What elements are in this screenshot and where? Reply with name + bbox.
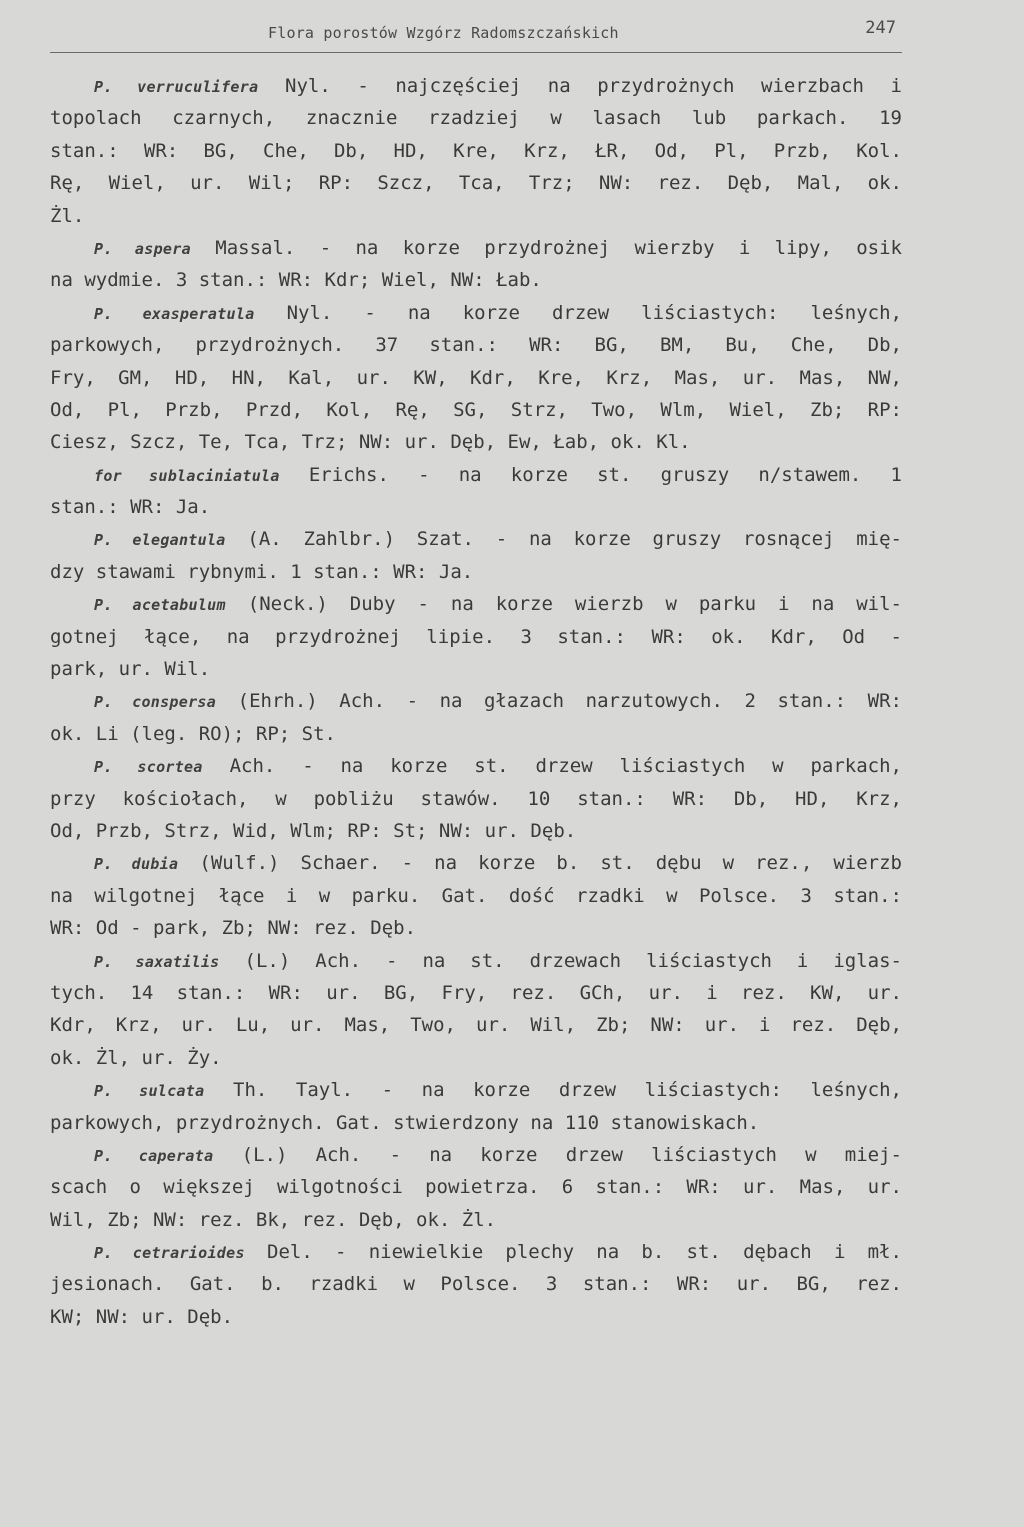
text-line	[50, 200, 902, 232]
text-line	[50, 685, 902, 717]
text-line	[50, 912, 902, 944]
line-text: (Wulf.) Schaer. - na korze b. st. dębu w rez., wierzb	[199, 852, 902, 875]
line-text: na wilgotnej łące i w parku. Gat. dość rzadki w Polsce. 3 stan.:	[50, 884, 902, 907]
text-line	[50, 718, 902, 750]
taxon-name: P. conspersa	[94, 693, 217, 712]
text-line	[50, 1268, 902, 1300]
text-line	[50, 459, 902, 491]
line-text: (Neck.) Duby - na korze wierzb w parku i na wil-	[247, 593, 902, 616]
line-text: Wil, Zb; NW: rez. Bk, rez. Dęb, ok. Żl.	[50, 1208, 497, 1231]
text-line	[50, 1301, 902, 1333]
line-text: ok. Żl, ur. Ży.	[50, 1046, 222, 1069]
line-text: Nyl. - najczęściej na przydrożnych wierzbach i	[285, 75, 902, 97]
line-text: Rę, Wiel, ur. Wil; RP: Szcz, Tca, Trz; NW: rez. Dęb, Mal, ok.	[50, 172, 902, 195]
line-text: Del. - niewielkie plechy na b. st. dębach i mł.	[267, 1241, 902, 1264]
text-line	[50, 1074, 902, 1106]
text-line	[50, 264, 902, 296]
species-entry	[50, 588, 902, 685]
text-line	[50, 1171, 902, 1203]
line-text: KW; NW: ur. Dęb.	[50, 1305, 234, 1328]
text-line	[50, 1236, 902, 1268]
line-text: Od, Przb, Strz, Wid, Wlm; RP: St; NW: ur. Dęb.	[50, 819, 577, 842]
line-text: gotnej łące, na przydrożnej lipie. 3 stan.: WR: ok. Kdr, Od -	[50, 625, 902, 648]
line-text: Ach. - na korze st. drzew liściastych w parkach,	[229, 755, 902, 778]
text-line	[50, 556, 902, 588]
text-line	[50, 977, 902, 1009]
line-text: Fry, GM, HD, HN, Kal, ur. KW, Kdr, Kre, Krz, Mas, ur. Mas, NW,	[50, 366, 902, 389]
line-text: (Ehrh.) Ach. - na głazach narzutowych. 2 stan.: WR:	[237, 690, 902, 713]
species-entry	[50, 523, 902, 588]
species-entry	[50, 297, 902, 459]
text-line	[50, 880, 902, 912]
line-text: Od, Pl, Przb, Przd, Kol, Rę, SG, Strz, Two, Wlm, Wiel, Zb; RP:	[50, 398, 902, 421]
line-text: Th. Tayl. - na korze drzew liściastych: leśnych,	[233, 1079, 902, 1102]
text-line	[50, 588, 902, 620]
text-line	[50, 783, 902, 815]
text-line	[50, 1042, 902, 1074]
text-line	[50, 426, 902, 458]
taxon-name: P. aspera	[94, 239, 191, 258]
text-line	[50, 70, 902, 102]
species-entry	[50, 232, 902, 297]
text-line	[50, 297, 902, 329]
body-text	[50, 70, 902, 1333]
line-text: Massal. - na korze przydrożnej wierzby i lipy, osik	[215, 236, 902, 259]
text-line	[50, 523, 902, 555]
taxon-name: P. elegantula	[94, 531, 226, 550]
running-header	[50, 18, 902, 53]
text-line	[50, 232, 902, 264]
text-line	[50, 847, 902, 879]
text-line	[50, 102, 902, 134]
text-line	[50, 329, 902, 361]
taxon-name: P. cetrarioides	[94, 1244, 245, 1263]
text-line	[50, 1107, 902, 1139]
line-text: scach o większej wilgotności powietrza. 6 stan.: WR: ur. Mas, ur.	[50, 1176, 902, 1199]
taxon-name: P. verruculifera	[94, 78, 259, 96]
species-entry	[50, 685, 902, 750]
line-text: dzy stawami rybnymi. 1 stan.: WR: Ja.	[50, 560, 474, 583]
line-text: Ciesz, Szcz, Te, Tca, Trz; NW: ur. Dęb, Ew, Łab, ok. Kl.	[50, 431, 691, 454]
line-text: przy kościołach, w pobliżu stawów. 10 stan.: WR: Db, HD, Krz,	[50, 787, 902, 810]
species-entry	[50, 1236, 902, 1333]
species-entry	[50, 70, 902, 232]
text-line	[50, 491, 902, 523]
line-text: (L.) Ach. - na st. drzewach liściastych i iglas-	[244, 949, 902, 972]
text-line	[50, 135, 902, 167]
line-text: Nyl. - na korze drzew liściastych: leśnych,	[286, 301, 902, 324]
text-line	[50, 653, 902, 685]
line-text: tych. 14 stan.: WR: ur. BG, Fry, rez. GCh, ur. i rez. KW, ur.	[50, 981, 902, 1004]
taxon-name: P. exasperatula	[94, 304, 255, 323]
text-line	[50, 1204, 902, 1236]
text-line	[50, 1139, 902, 1171]
text-line	[50, 362, 902, 394]
line-text: stan.: WR: Ja.	[50, 496, 211, 519]
running-title: Flora porostów Wzgórz Radomszczańskich	[268, 24, 619, 42]
line-text: (L.) Ach. - na korze drzew liściastych w miej-	[241, 1143, 902, 1166]
line-text: parkowych, przydrożnych. Gat. stwierdzony na 110 stanowiskach.	[50, 1111, 760, 1134]
line-text: topolach czarnych, znacznie rzadziej w lasach lub parkach. 19	[50, 107, 902, 130]
taxon-name: P. caperata	[94, 1146, 214, 1165]
line-text: Erichs. - na korze st. gruszy n/stawem. 1	[308, 463, 902, 486]
line-text: parkowych, przydrożnych. 37 stan.: WR: BG, BM, Bu, Che, Db,	[50, 334, 902, 357]
text-line	[50, 815, 902, 847]
text-line	[50, 750, 902, 782]
text-line	[50, 621, 902, 653]
taxon-name: P. acetabulum	[94, 596, 226, 615]
species-entry	[50, 459, 902, 524]
taxon-name: P. scortea	[94, 758, 203, 777]
taxon-name: P. dubia	[94, 855, 179, 874]
taxon-name: for sublaciniatula	[94, 466, 280, 485]
page-number: 247	[865, 18, 896, 38]
line-text: na wydmie. 3 stan.: WR: Kdr; Wiel, NW: Łab.	[50, 269, 542, 292]
species-entry	[50, 945, 902, 1075]
line-text: ok. Li (leg. RO); RP; St.	[50, 722, 336, 745]
line-text: stan.: WR: BG, Che, Db, HD, Kre, Krz, ŁR, Od, Pl, Przb, Kol.	[50, 139, 902, 162]
text-line	[50, 394, 902, 426]
line-text: Kdr, Krz, ur. Lu, ur. Mas, Two, ur. Wil, Zb; NW: ur. i rez. Dęb,	[50, 1014, 902, 1037]
line-text: WR: Od - park, Zb; NW: rez. Dęb.	[50, 917, 417, 940]
species-entry	[50, 1139, 902, 1236]
line-text: park, ur. Wil.	[50, 658, 211, 681]
taxon-name: P. sulcata	[94, 1082, 205, 1101]
species-entry	[50, 1074, 902, 1139]
text-line	[50, 945, 902, 977]
species-entry	[50, 847, 902, 944]
species-entry	[50, 750, 902, 847]
taxon-name: P. saxatilis	[94, 952, 220, 971]
text-line	[50, 1009, 902, 1041]
line-text: Żl.	[50, 204, 85, 227]
line-text: (A. Zahlbr.) Szat. - na korze gruszy rosnącej mię-	[247, 528, 902, 551]
text-line	[50, 167, 902, 199]
line-text: jesionach. Gat. b. rzadki w Polsce. 3 stan.: WR: ur. BG, rez.	[50, 1273, 902, 1296]
